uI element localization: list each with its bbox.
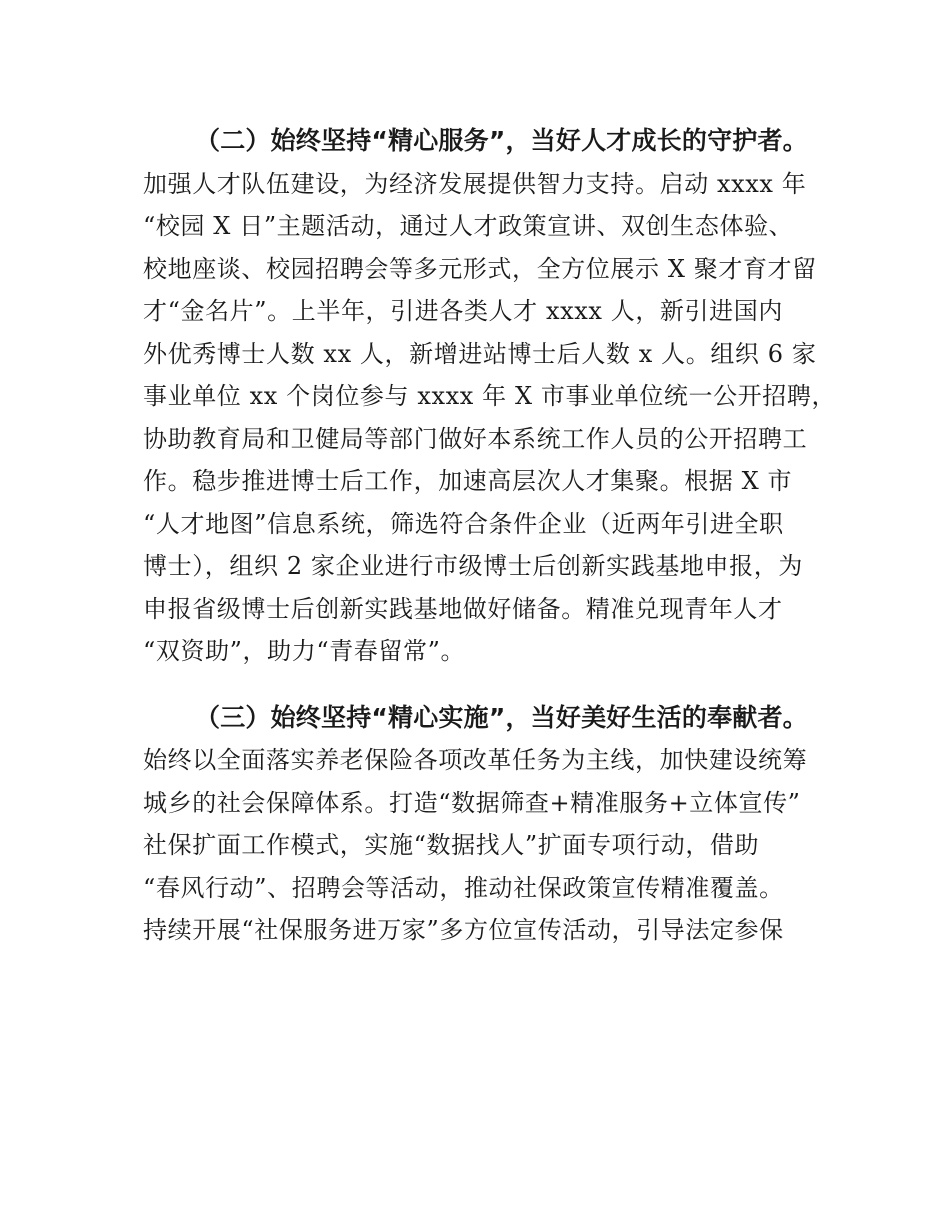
paragraph-line: “双资助”，助力“青春留常”。 [143, 637, 466, 665]
paragraph-line: 作。稳步推进博士后工作，加速高层次人才集聚。根据 X 市 [143, 467, 793, 495]
paragraph-line: 博士），组织 2 家企业进行市级博士后创新实践基地申报，为 [143, 552, 803, 580]
paragraph-line: “春风行动”、招聘会等活动，推动社保政策宣传精准覆盖。 [143, 873, 784, 902]
paragraph-line: 始终以全面落实养老保险各项改革任务为主线，加快建设统筹 [143, 746, 808, 774]
document-body [143, 120, 837, 952]
paragraph-line: 外优秀博士人数 xx 人，新增进站博士后人数 x 人。组织 6 家 [143, 339, 817, 368]
paragraph-line: 校地座谈、校园招聘会等多元形式，全方位展示 X 聚才育才留 [143, 254, 817, 283]
paragraph-line: 持续开展“社保服务进万家”多方位宣传活动，引导法定参保 [143, 916, 784, 944]
paragraph-line: 申报省级博士后创新实践基地做好储备。精准兑现青年人才 [143, 594, 783, 623]
paragraph-line: “校园 X 日”主题活动，通过人才政策宣讲、双创生态体验、 [143, 212, 794, 240]
paragraph-line: 才“金名片”。上半年，引进各类人才 xxxx 人，新引进国内 [143, 297, 783, 325]
section-3-heading: （三）始终坚持“精心实施”，当好美好生活的奉献者。 [195, 702, 808, 732]
section-2-heading: （二）始终坚持“精心服务”，当好人才成长的守护者。 [195, 126, 808, 155]
paragraph-line: 加强人才队伍建设，为经济发展提供智力支持。启动 xxxx 年 [143, 169, 807, 198]
section-2-paragraph [143, 163, 837, 673]
paragraph-line: 社保扩面工作模式，实施“数据找人”扩面专项行动，借助 [143, 831, 760, 859]
section-spacer [143, 673, 811, 697]
paragraph-line: 协助教育局和卫健局等部门做好本系统工作人员的公开招聘工 [143, 424, 808, 453]
section-3-paragraph [143, 739, 811, 952]
paragraph-line: 城乡的社会保障体系。打造“数据筛查+精准服务+立体宣传” [143, 788, 801, 817]
paragraph-line: “人才地图”信息系统，筛选符合条件企业（近两年引进全职 [143, 509, 784, 538]
paragraph-line: 事业单位 xx 个岗位参与 xxxx 年 X 市事业单位统一公开招聘， [143, 382, 837, 410]
